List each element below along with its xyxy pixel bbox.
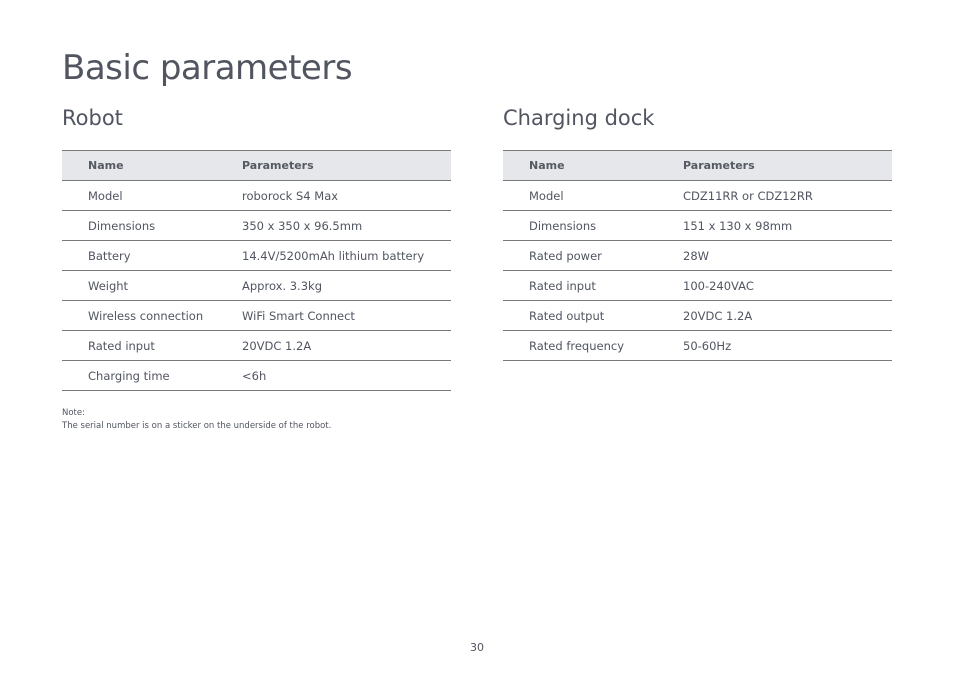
row-name: Battery	[62, 241, 242, 271]
charging-dock-parameters-table	[503, 150, 892, 361]
note-label: Note:	[62, 408, 85, 418]
table-row	[503, 331, 892, 361]
table-row	[62, 271, 451, 301]
row-value: 20VDC 1.2A	[683, 301, 892, 331]
table-row	[503, 241, 892, 271]
row-name: Model	[503, 181, 683, 211]
column-header-parameters: Parameters	[683, 151, 892, 181]
page-title: Basic parameters	[62, 48, 353, 88]
table-row	[62, 241, 451, 271]
table-row	[62, 211, 451, 241]
row-name: Wireless connection	[62, 301, 242, 331]
row-value: 50-60Hz	[683, 331, 892, 361]
row-name: Dimensions	[503, 211, 683, 241]
row-name: Dimensions	[62, 211, 242, 241]
row-value: 20VDC 1.2A	[242, 331, 451, 361]
row-name: Rated input	[62, 331, 242, 361]
table-row	[503, 181, 892, 211]
table-row	[503, 271, 892, 301]
row-value: CDZ11RR or CDZ12RR	[683, 181, 892, 211]
row-name: Rated output	[503, 301, 683, 331]
row-name: Charging time	[62, 361, 242, 391]
table-row	[503, 211, 892, 241]
charging-dock-section	[503, 102, 892, 361]
table-row	[62, 331, 451, 361]
table-row	[503, 301, 892, 331]
robot-parameters-table	[62, 150, 451, 391]
row-value: 28W	[683, 241, 892, 271]
row-name: Rated power	[503, 241, 683, 271]
row-value: Approx. 3.3kg	[242, 271, 451, 301]
note-text: The serial number is on a sticker on the underside of the robot.	[62, 421, 332, 431]
column-header-name: Name	[62, 151, 242, 181]
page-number: 30	[470, 641, 484, 654]
table-header-row	[503, 151, 892, 181]
row-value: 151 x 130 x 98mm	[683, 211, 892, 241]
row-value: 100-240VAC	[683, 271, 892, 301]
table-row	[62, 181, 451, 211]
row-name: Rated frequency	[503, 331, 683, 361]
charging-dock-section-title: Charging dock	[503, 106, 655, 130]
row-value: 14.4V/5200mAh lithium battery	[242, 241, 451, 271]
row-value: 350 x 350 x 96.5mm	[242, 211, 451, 241]
row-value: WiFi Smart Connect	[242, 301, 451, 331]
row-name: Model	[62, 181, 242, 211]
robot-section	[62, 102, 451, 391]
robot-section-title: Robot	[62, 106, 123, 130]
table-row	[62, 361, 451, 391]
column-header-name: Name	[503, 151, 683, 181]
column-header-parameters: Parameters	[242, 151, 451, 181]
table-row	[62, 301, 451, 331]
row-name: Weight	[62, 271, 242, 301]
note	[62, 407, 331, 433]
row-value: <6h	[242, 361, 451, 391]
row-name: Rated input	[503, 271, 683, 301]
row-value: roborock S4 Max	[242, 181, 451, 211]
table-header-row	[62, 151, 451, 181]
